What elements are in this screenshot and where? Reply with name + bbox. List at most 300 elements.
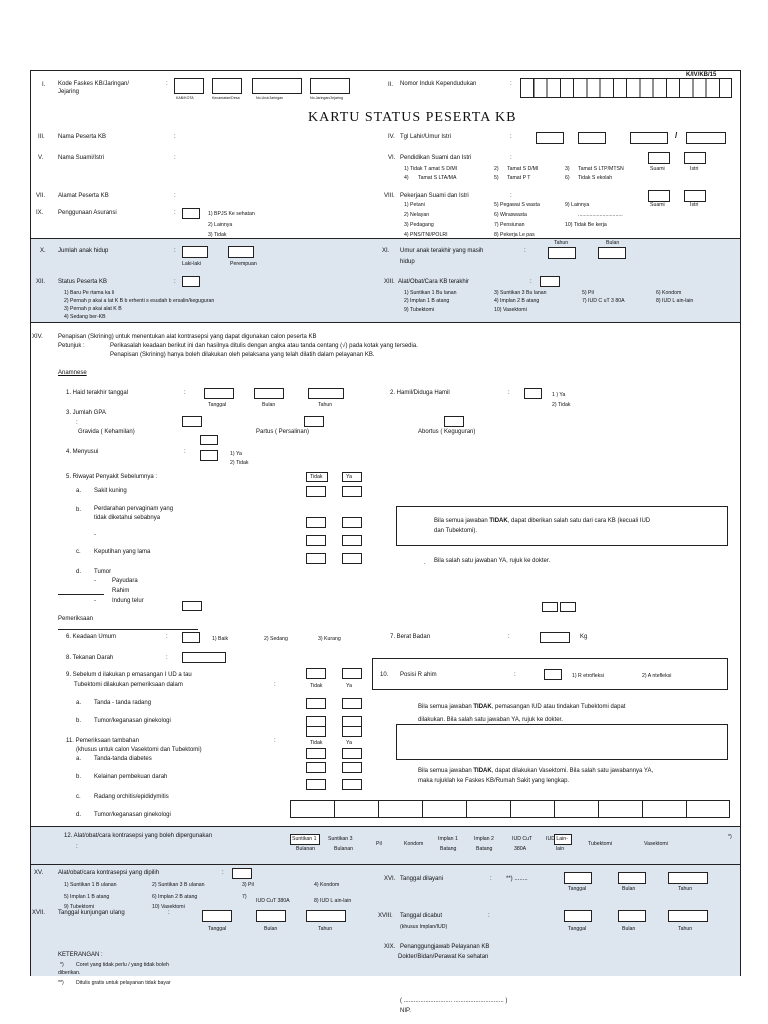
job-opt-5: 5) Pegawai S wasta: [494, 202, 540, 208]
edu-opt-5: Tamat P T: [507, 175, 531, 181]
note1-line-1: [434, 518, 650, 524]
faskes-kab-box[interactable]: [174, 78, 204, 94]
q5d-opt-2: Rahim: [112, 588, 130, 594]
q11a-letter: a.: [76, 756, 82, 762]
note2-text: Bila salah satu jawaban YA, rujuk ke dokter.: [434, 558, 551, 564]
faskes-kec-box[interactable]: [212, 78, 242, 94]
faskes-sub-jejaring: No.Jaringan/Jejaring: [310, 96, 343, 100]
removed-year-box[interactable]: [668, 910, 708, 922]
job-opt-2: 2) Nelayan: [404, 212, 430, 218]
note4-a: Bila semua jawaban: [418, 768, 474, 774]
edu-wife-box[interactable]: [684, 152, 706, 164]
edu-opt-3: Tamat S LTP/MTSN: [578, 166, 624, 172]
job-opt-1: 1) Petani: [404, 202, 425, 208]
child-age-month-box[interactable]: [598, 247, 626, 259]
breastfeeding-box[interactable]: [200, 450, 218, 461]
s19-label-1: Penanggungjawab Pelayanan KB: [400, 944, 490, 950]
q6-colon: :: [166, 634, 168, 640]
ket-note-2: Ditulis gratis untuk pelayanan tidak bayar: [76, 980, 171, 986]
q6-opt-2: 2) Sedang: [264, 636, 288, 642]
q10-colon: :: [514, 672, 516, 678]
note3-c: , pemasangan IUD atau tindakan Tubektomi dapat: [491, 704, 626, 710]
chosen-opt-7: 7): [242, 894, 247, 900]
q11-ya: Ya: [346, 740, 352, 746]
edu-wife-label: Istri: [690, 166, 699, 172]
divider-4: [30, 864, 740, 865]
last-method-opt-1: 1) Suntikan 1 Bu lanan: [404, 290, 457, 296]
menstruation-day-box[interactable]: [204, 388, 234, 399]
q10-label: Posisi R ahim: [400, 672, 437, 678]
divider-2: [30, 322, 740, 323]
insurance-opt-2: 2) Lainnya: [208, 222, 233, 228]
s16-mark: **) ........: [506, 876, 528, 882]
job-opt-7: 7) Pensiunan: [494, 222, 525, 228]
q5c-ya-box[interactable]: [342, 553, 362, 564]
q5d-dash-3: -: [94, 598, 96, 604]
s12-label: Status Peserta KB: [58, 279, 108, 285]
s11-label-2: hidup: [400, 259, 415, 265]
s1-label: Kode Faskes KB/Jaringan/: [58, 81, 130, 87]
q4-label: 4. Menyusui: [66, 449, 99, 455]
s6-colon: :: [510, 155, 512, 161]
q5d-right-box-1[interactable]: [542, 602, 558, 612]
q12-colon: :: [76, 844, 78, 850]
served-year-box[interactable]: [668, 872, 708, 884]
s17-num: XVII.: [32, 910, 46, 916]
q5b-ya-box[interactable]: [342, 517, 362, 528]
s2-colon: :: [510, 81, 512, 87]
s15-colon: :: [222, 870, 224, 876]
menstruation-month-box[interactable]: [254, 388, 284, 399]
q12-m5b: Batang: [440, 846, 457, 852]
partus-box[interactable]: [304, 416, 324, 427]
q11b2-ya-box[interactable]: [342, 779, 362, 790]
s10-num: X.: [40, 248, 46, 254]
q3-colon: :: [76, 420, 78, 426]
s8-colon: :: [510, 193, 512, 199]
q12-m2b: Bulanan: [334, 846, 354, 852]
q1-day-label: Tanggal: [208, 402, 227, 408]
form-title: KARTU STATUS PESERTA KB: [308, 110, 517, 125]
q11-label-1: 11. Pemeriksaan tambahan: [66, 738, 139, 744]
age-box[interactable]: [686, 132, 726, 144]
s19-label-2: Dokter/Bidan/Perawat Ke sehatan: [398, 954, 489, 960]
q8-colon: :: [166, 655, 168, 661]
q2-label: 2. Hamil/Diduga Hamil: [390, 390, 450, 396]
s16-colon: :: [490, 876, 492, 882]
insurance-box[interactable]: [182, 208, 200, 219]
last-method-box[interactable]: [540, 276, 560, 287]
s7-colon: :: [174, 193, 176, 199]
s2-label: Nomor Induk Kependudukan: [400, 81, 477, 87]
status-opt-1: 1) Baru Pe rtama ka li: [64, 290, 115, 296]
allowed-method-grid: [290, 800, 730, 818]
q11-header-ya: [342, 726, 362, 737]
faskes-urut-box[interactable]: [252, 78, 302, 94]
q9-label-2: Tubektomi dilakukan pemeriksaan dalam: [74, 682, 183, 688]
s12-num: XII.: [36, 279, 46, 285]
nip-label: NIP.: [400, 1008, 411, 1014]
q5b-text-1: Perdarahan pervaginam yang: [94, 506, 174, 512]
q9-ya: Ya: [346, 683, 352, 689]
note2-bullet: .: [424, 560, 426, 566]
s10-label: Jumlah anak hidup: [58, 248, 109, 254]
additional-exam-frame: [396, 724, 728, 760]
q12-m9: Tubektomi: [588, 841, 613, 847]
s6-num: VI.: [388, 155, 396, 161]
s13-num: XIII.: [384, 279, 395, 285]
note-box-contraception: [396, 506, 728, 546]
form-code: K/IV/KB/15: [686, 72, 717, 78]
q7-unit: Kg: [580, 634, 588, 640]
q11b2-tidak-box[interactable]: [306, 779, 326, 790]
q5b-tidak-box[interactable]: [306, 517, 326, 528]
q11-colon: :: [274, 738, 276, 744]
pemeriksaan-heading: Pemeriksaan: [58, 616, 94, 622]
s13-colon: :: [530, 279, 532, 285]
q5c-text: Keputihan yang lama: [94, 549, 151, 555]
divider-1: [30, 238, 740, 239]
s9-colon: :: [174, 210, 176, 216]
q3-partus-label: Partus ( Persalinan): [256, 429, 310, 435]
chosen-opt-4: 4) Kondom: [314, 882, 340, 888]
q11d-letter: d.: [76, 812, 82, 818]
edu-opt-1: 1) Tidak T amat S D/MI: [404, 166, 458, 172]
q5d-dash-1: -: [94, 578, 96, 584]
revisit-month-box[interactable]: [256, 910, 286, 922]
s11-colon: :: [524, 248, 526, 254]
q12-m4: Kondom: [404, 841, 424, 847]
chosen-opt-9: 9) Tubektomi: [64, 904, 94, 910]
q11b-ya-box[interactable]: [342, 762, 362, 773]
note4-b: TIDAK: [473, 768, 492, 774]
q5b2-tidak-box[interactable]: [306, 535, 326, 546]
q5a-letter: a.: [76, 488, 82, 494]
s9-num: IX.: [36, 210, 44, 216]
children-male-label: Laki-laki: [182, 261, 202, 267]
participant-status-box[interactable]: [182, 276, 200, 287]
faskes-sub-kab: KAB/KOTA: [176, 96, 194, 100]
q5d-tidak-box[interactable]: [182, 601, 202, 611]
s14-num: XIV.: [32, 334, 43, 340]
ket-note-1-2: diberikan.: [58, 970, 81, 976]
s12-colon: :: [174, 279, 176, 285]
q5-header-ya: [342, 472, 362, 482]
q9a-text: Tanda - tanda radang: [94, 700, 152, 706]
children-female-box[interactable]: [228, 246, 254, 258]
s17-colon: :: [168, 910, 170, 916]
edu-husband-box[interactable]: [648, 152, 670, 164]
chosen-method-box[interactable]: [232, 868, 252, 879]
q5c-tidak-box[interactable]: [306, 553, 326, 564]
job-wife-box[interactable]: [684, 190, 706, 202]
dob-month-box[interactable]: [578, 132, 606, 144]
q9a-tidak-box[interactable]: [306, 698, 326, 709]
last-method-opt-10: 10) Vasektomi: [494, 307, 527, 313]
q12-m8a: IUD Lain-: [546, 836, 568, 842]
q2-colon: :: [508, 390, 510, 396]
q5b-dash: -: [94, 532, 96, 538]
anamnese-heading: Anamnese: [58, 370, 87, 376]
q9-label-1: 9. Sebelum d ilakukan p emasangan I UD a tau: [66, 672, 192, 678]
s15-label: Alat/obat/cara kontrasepsi yang dipilih: [58, 870, 160, 876]
last-method-opt-7: 7) IUD C uT 3 80A: [582, 298, 625, 304]
s16-month-label: Bulan: [622, 886, 636, 892]
note4-c: , dapat dilakukan Vasektomi. Bila salah satu jawabannya YA,: [491, 768, 654, 774]
q1-colon: :: [184, 390, 186, 396]
q5a-ya-box[interactable]: [342, 486, 362, 497]
note4-line-1: [418, 768, 653, 774]
last-method-opt-5: 5) Pil: [582, 290, 594, 296]
q11-header-tidak: [306, 726, 326, 737]
s14-line-1: Penapisan (Skrining) untuk menentukan alat kontrasepsi yang dapat digunakan calon peserta KB: [58, 334, 317, 340]
q5d-right-box-2[interactable]: [560, 602, 576, 612]
ket-note-2-mark: **): [58, 980, 64, 986]
q11d-text: Tumor/keganasan ginekologi: [94, 812, 171, 818]
q9-colon: :: [274, 682, 276, 688]
s4-colon: :: [510, 134, 512, 140]
q12-m8b: lain: [556, 846, 565, 852]
q11a-text: Tanda-tanda diabetes: [94, 756, 152, 762]
q5-label: 5. Riwayat Penyakit Sebelumnya :: [66, 474, 158, 480]
job-opt-8: 8) Pekerja Le pas: [494, 232, 535, 238]
status-opt-3: 3) Pernah p akai alat K B: [64, 306, 122, 312]
job-opt-6: 6) Wiraswasta: [494, 212, 527, 218]
q9-header-tidak: [306, 668, 326, 679]
q8-label: 8. Tekanan Darah: [66, 655, 114, 661]
menstruation-year-box[interactable]: [308, 388, 344, 399]
last-method-opt-8: 8) IUD L ain-lain: [656, 298, 694, 304]
general-condition-box[interactable]: [182, 632, 200, 643]
job-opt-9-dots: ...............................: [578, 212, 623, 218]
band-allowed-methods: [30, 826, 740, 864]
served-month-box[interactable]: [618, 872, 646, 884]
s18-colon: :: [488, 913, 490, 919]
edu-opt-3-num: 3): [565, 166, 570, 172]
note3-a: Bila semua jawaban: [418, 704, 474, 710]
served-day-box[interactable]: [564, 872, 592, 884]
edu-opt-4-num: 4): [404, 175, 409, 181]
child-age-month-label: Bulan: [606, 240, 620, 246]
chosen-opt-5: 5) Implan 1 B atang: [64, 894, 110, 900]
q10-num: 10.: [380, 672, 389, 678]
q12-m5a: Implan 1: [438, 836, 458, 842]
s18-num: XVIII.: [378, 913, 393, 919]
chosen-opt-8: 8) IUD L ain-lain: [314, 898, 352, 904]
s11-label: Umur anak terakhir yang masih: [400, 248, 484, 254]
q11b-text: Kelainan pembekuan darah: [94, 774, 168, 780]
q4-opt-ya: 1) Ya: [230, 451, 242, 457]
removed-month-box[interactable]: [618, 910, 646, 922]
edu-opt-2: Tamat S D/MI: [507, 166, 539, 172]
q12-m10: Vasektomi: [644, 841, 668, 847]
s17-year-label: Tahun: [318, 926, 333, 932]
q1-year-label: Tahun: [318, 402, 333, 408]
edu-opt-4: Tamat S LTA/MA: [418, 175, 457, 181]
s16-label: Tanggal dilayani: [400, 876, 444, 882]
q12-m6a: Implan 2: [474, 836, 494, 842]
s16-day-label: Tanggal: [568, 886, 587, 892]
edu-opt-6: Tidak S ekolah: [578, 175, 613, 181]
q3-label: 3. Jumlah GPA: [66, 410, 106, 416]
s18-label: Tanggal dicabut: [400, 913, 443, 919]
q12-m1b: Bulanan: [296, 846, 316, 852]
dob-year-box[interactable]: [630, 132, 668, 144]
q7-colon: :: [508, 634, 510, 640]
note1-a: Bila semua jawaban: [434, 518, 490, 524]
faskes-sub-kec: Kecamatan/Desa: [212, 96, 240, 100]
gpa-extra-box[interactable]: [200, 435, 218, 445]
dob-day-box[interactable]: [536, 132, 564, 144]
q12-m2a: Suntikan 3: [328, 836, 353, 842]
s14-line-3: Penapisan (Skrining) hanya boleh dilakukan oleh pelaksana yang telah dilatih dalam pelayanan KB.: [110, 352, 375, 358]
s1-label-2: Jejaring: [58, 89, 80, 95]
q5d-text: Tumor: [94, 569, 112, 575]
q6-opt-3: 3) Kurang: [318, 636, 341, 642]
q5d-opt-3: Indung telur: [112, 598, 144, 604]
edu-opt-2-num: 2): [494, 166, 499, 172]
blood-pressure-box[interactable]: [182, 652, 226, 663]
job-husband-label: Suami: [650, 202, 665, 208]
q9-header-ya: [342, 668, 362, 679]
ket-note-1-mark: *): [60, 962, 64, 968]
q1-month-label: Bulan: [262, 402, 276, 408]
s18-sub: (khusus Implan/IUD): [400, 924, 448, 930]
chosen-opt-2: 2) Suntikan 3 B ulanan: [152, 882, 205, 888]
last-method-opt-6: 6) Kondom: [656, 290, 682, 296]
s16-num: XVI.: [384, 876, 396, 882]
q11b-tidak-box[interactable]: [306, 762, 326, 773]
s14-line-2: Perikasalah keadaan berikut ini dan hasilnya ditulis dengan angka atau tanda centang (√) pada kotak yang tersedia.: [110, 343, 418, 349]
s4-num: IV.: [388, 134, 395, 140]
q11a-tidak-box[interactable]: [306, 748, 326, 759]
note1-c: , dapat diberikan salah satu dari cara KB (kecuali IUD: [507, 518, 651, 524]
s8-num: VIII.: [384, 193, 395, 199]
job-opt-9: 9) Lainnya: [565, 202, 590, 208]
note3-b: TIDAK: [473, 704, 492, 710]
q1-label: 1. Haid terakhir tanggal: [66, 390, 129, 396]
q5d-underline: [58, 594, 104, 595]
s8-label: Pekerjaan Suami dan Istri: [400, 193, 469, 199]
q10-opt-1: 1) R etrofleksi: [572, 673, 604, 679]
q12-label: 12. Alat/obat/cara kontrasepsi yang boleh dipergunakan: [64, 833, 213, 839]
nik-box[interactable]: [520, 78, 732, 98]
chosen-opt-1: 1) Suntikan 1 B ulanan: [64, 882, 117, 888]
q11a-ya-box[interactable]: [342, 748, 362, 759]
divider-3: [30, 826, 740, 827]
q12-m6b: Batang: [476, 846, 493, 852]
q5b-text-2: tidak diketahui sebabnya: [94, 515, 161, 521]
s18-year-label: Tahun: [678, 926, 693, 932]
faskes-jejaring-box[interactable]: [310, 78, 350, 94]
abortus-box[interactable]: [444, 416, 464, 427]
s5-colon: :: [174, 155, 176, 161]
q5d-letter: d.: [76, 569, 82, 575]
child-age-year-label: Tahun: [554, 240, 569, 246]
q4-colon: :: [184, 449, 186, 455]
job-wife-label: Istri: [690, 202, 699, 208]
revisit-year-box[interactable]: [306, 910, 346, 922]
s13-label: Alat/Obat/Cara KB terakhir: [398, 279, 470, 285]
note3-line-2: dilakukan. Bila salah satu jawaban YA, rujuk ke dokter.: [418, 717, 563, 723]
s7-label: Alamat Peserta KB: [58, 193, 109, 199]
removed-day-box[interactable]: [564, 910, 592, 922]
status-opt-2: 2) Pernah p akai a lat K B b erhenti s esudah b ersalin/keguguran: [64, 298, 215, 304]
last-method-opt-9: 9) Tubektomi: [404, 307, 434, 313]
weight-box[interactable]: [540, 632, 570, 643]
q6-label: 6. Keadaan Umum: [66, 634, 117, 640]
q5-tidak: Tidak: [310, 474, 323, 480]
children-female-label: Perempuan: [230, 261, 257, 267]
q10-opt-2: 2) A ntefleksi: [642, 673, 672, 679]
q9a-ya-box[interactable]: [342, 698, 362, 709]
revisit-day-box[interactable]: [202, 910, 232, 922]
chosen-opt-7b: IUD CuT 380A: [256, 898, 290, 904]
frame-left: [30, 70, 31, 976]
q2-opt-ya: 1 ) Ya: [552, 392, 566, 398]
q5b2-ya-box[interactable]: [342, 535, 362, 546]
q3-gravida-label: Gravida ( Kehamilan): [78, 429, 135, 435]
child-age-year-box[interactable]: [548, 247, 576, 259]
q12-m3: Pil: [376, 841, 382, 847]
s11-num: XI.: [382, 248, 390, 254]
uterus-position-box[interactable]: [544, 669, 562, 680]
chosen-opt-6: 6) Implan 2 B atang: [152, 894, 198, 900]
s15-num: XV.: [34, 870, 44, 876]
q11b-letter: b.: [76, 774, 82, 780]
gravida-box[interactable]: [182, 416, 202, 427]
s17-label: Tanggal kunjungan ulang: [58, 910, 125, 916]
q2-opt-tidak: 2) Tidak: [552, 402, 571, 408]
s18-day-label: Tanggal: [568, 926, 587, 932]
q7-label: 7. Berat Badan: [390, 634, 431, 640]
s17-day-label: Tanggal: [208, 926, 227, 932]
note1-line-2: dan Tubektomi).: [434, 528, 478, 534]
q5a-tidak-box[interactable]: [306, 486, 326, 497]
frame-right: [740, 70, 741, 976]
pregnant-box[interactable]: [524, 388, 542, 399]
q6-opt-1: 1) Baik: [212, 636, 229, 642]
job-opt-4: 4) PNS/TNI/POLRI: [404, 232, 448, 238]
q9b-text: Tumor/keganasan ginekologi: [94, 718, 171, 724]
job-husband-box[interactable]: [648, 190, 670, 202]
q5d-opt-1: Payudara: [112, 578, 138, 584]
chosen-opt-10: 10) Vasektomi: [152, 904, 185, 910]
ket-note-1: Coret yang tidak perlu / yang tidak boleh: [76, 962, 169, 968]
q5a-text: Sakit kuning: [94, 488, 127, 494]
s1-num: I.: [42, 82, 46, 88]
note4-line-2: maka rujuklah ke Faskes KB/Rumah Sakit yang lengkap.: [418, 778, 570, 784]
s6-label: Pendidikan Suami dan Istri: [400, 155, 472, 161]
children-male-box[interactable]: [182, 246, 208, 258]
s4-label: Tgl Lahir/Umur Istri: [400, 134, 452, 140]
q5-ya: Ya: [346, 474, 352, 480]
q11-tidak: Tidak: [310, 740, 323, 746]
last-method-opt-3: 3) Suntikan 3 Bu lanan: [494, 290, 547, 296]
q11c-text: Radang orchitis/epididymitis: [94, 794, 169, 800]
signature-line: ( ............................. .............................. ): [400, 998, 508, 1004]
q11c-letter: c.: [76, 794, 81, 800]
s19-num: XIX.: [384, 944, 396, 950]
q9-tidak: Tidak: [310, 683, 323, 689]
insurance-opt-1: 1) BPJS Ke sehatan: [208, 211, 255, 217]
q5b-letter: b.: [76, 507, 82, 513]
s2-num: II.: [388, 82, 394, 88]
last-method-opt-4: 4) Implan 2 B atang: [494, 298, 540, 304]
note3-line-1: [418, 704, 625, 710]
q9b-letter: b.: [76, 718, 82, 724]
q12-m1a: Suntikan 1: [292, 836, 317, 842]
